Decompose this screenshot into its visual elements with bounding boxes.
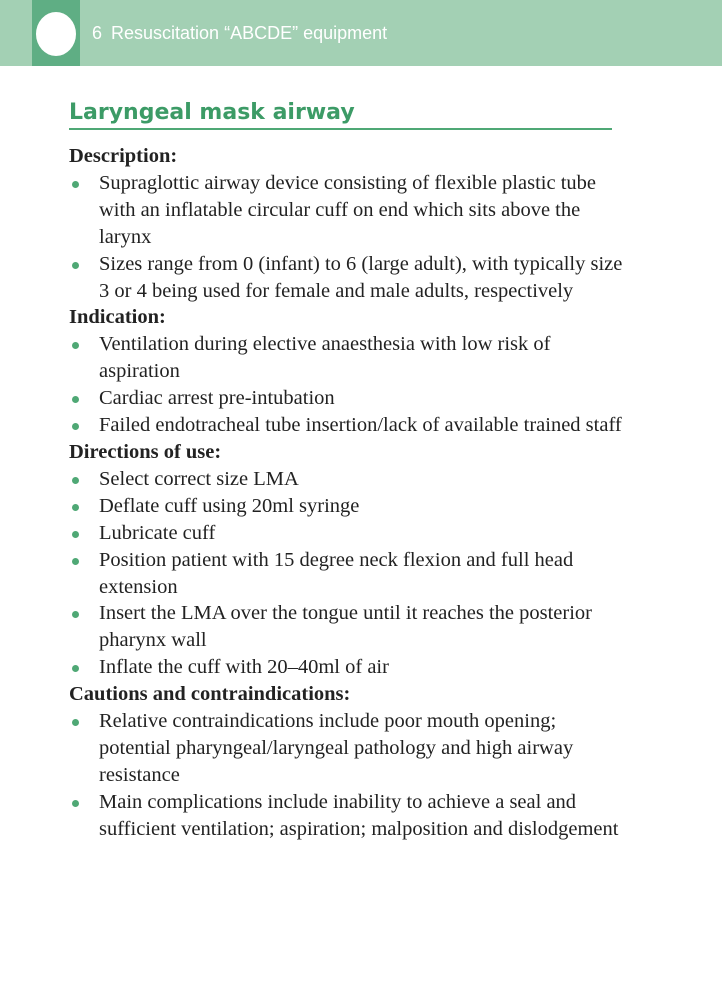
- bullet-item: Sizes range from 0 (infant) to 6 (large adult), with typically size 3 or 4 being used for female and male adults, respectively: [69, 251, 629, 305]
- chapter-number: 6: [92, 23, 103, 43]
- bullet-item: Deflate cuff using 20ml syringe: [69, 493, 629, 520]
- chapter-tab-circle-icon: [36, 12, 76, 56]
- block-heading: Description:: [69, 145, 178, 167]
- bullet-item: Lubricate cuff: [69, 520, 629, 547]
- block-description: [69, 143, 629, 304]
- block-heading: Directions of use:: [69, 440, 222, 463]
- chapter-title: Resuscitation “ABCDE” equipment: [111, 23, 388, 43]
- block-heading: Indication:: [69, 306, 166, 329]
- bullet-item: Inflate the cuff with 20–40ml of air: [69, 654, 629, 681]
- title-underline: [69, 128, 612, 130]
- bullet-item: Supraglottic airway device consisting of flexible plastic tube with an inflatable circular cuff on end which sits above the larynx: [69, 170, 629, 251]
- bullet-item: Cardiac arrest pre-intubation: [69, 385, 629, 412]
- bullet-item: Insert the LMA over the tongue until it reaches the posterior pharynx wall: [69, 600, 629, 654]
- bullet-item: Failed endotracheal tube insertion/lack of available trained staff: [69, 412, 629, 439]
- bullet-list: [69, 708, 629, 843]
- bullet-list: [69, 331, 629, 439]
- block-heading: Cautions and contraindications:: [69, 683, 351, 706]
- bullet-item: Position patient with 15 degree neck flexion and full head extension: [69, 547, 629, 601]
- bullet-item: Select correct size LMA: [69, 466, 629, 493]
- bullet-item: Ventilation during elective anaesthesia with low risk of aspiration: [69, 331, 629, 385]
- block-cautions-contraindications: [69, 681, 629, 842]
- section-title: Laryngeal mask airway: [69, 100, 355, 125]
- block-directions-of-use: [69, 439, 629, 681]
- bullet-item: Main complications include inability to achieve a seal and sufficient ventilation; aspiration; malposition and dislodgement: [69, 789, 629, 843]
- running-header-text: [92, 23, 387, 44]
- section-body: [69, 143, 629, 843]
- block-indication: [69, 304, 629, 439]
- bullet-item: Relative contraindications include poor mouth opening; potential pharyngeal/laryngeal pathology and high airway resistance: [69, 708, 629, 789]
- bullet-list: [69, 170, 629, 305]
- bullet-list: [69, 466, 629, 681]
